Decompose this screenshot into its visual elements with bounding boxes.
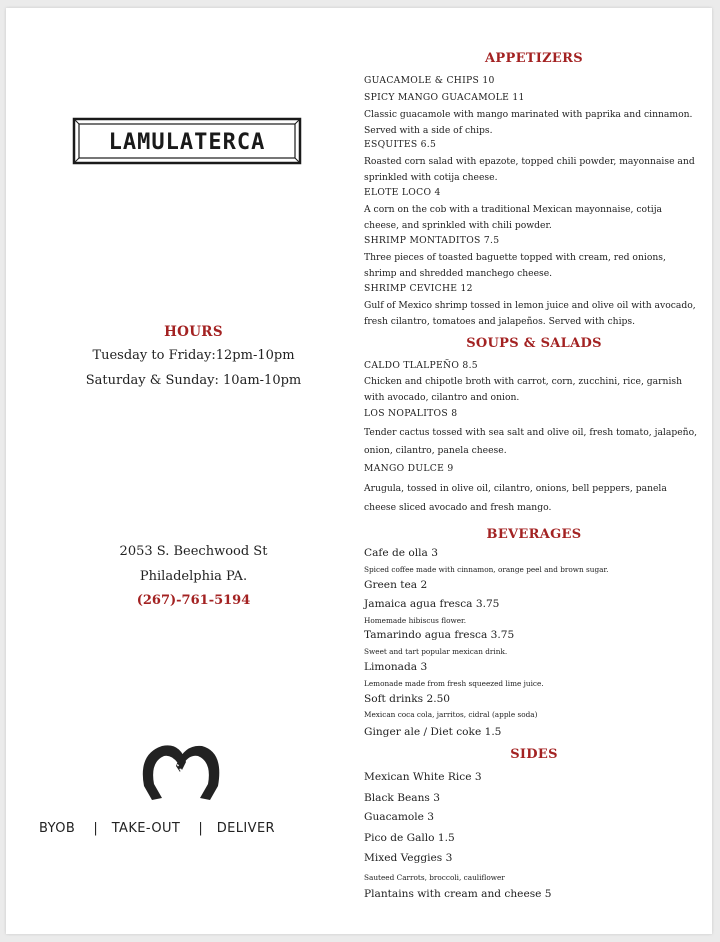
sides-title: SIDES xyxy=(510,747,558,762)
service-byob: BYOB xyxy=(39,821,76,836)
menu-item-desc: Three pieces of toasted baguette topped with cream, red onions, shrimp and shredded manchego cheese. xyxy=(364,252,666,279)
menu-item-name: ESQUITES 6.5 xyxy=(364,139,437,150)
hours-weekday: Tuesday to Friday:12pm-10pm xyxy=(92,348,295,363)
menu-item-name: SPICY MANGO GUACAMOLE 11 xyxy=(364,92,525,103)
restaurant-logo xyxy=(72,116,302,166)
beverage-name: Ginger ale / Diet coke 1.5 xyxy=(364,726,502,738)
hours-title: HOURS xyxy=(164,324,223,340)
menu-item-name: ELOTE LOCO 4 xyxy=(364,187,441,198)
menu-item-desc: Tender cactus tossed with sea salt and olive oil, fresh tomato, jalapeño, onion, cilantro, panela cheese. xyxy=(364,427,698,456)
beverage-desc: Mexican coca cola, jarritos, cidral (apple soda) xyxy=(364,710,538,719)
address-street: 2053 S. Beechwood St xyxy=(119,544,268,559)
side-name: Mixed Veggies 3 xyxy=(364,852,453,864)
menu-item-desc: Gulf of Mexico shrimp tossed in lemon juice and olive oil with avocado, fresh cilantro, tomatoes and jalapeños. Served with chips. xyxy=(364,300,696,327)
menu-item-desc: A corn on the cob with a traditional Mexican mayonnaise, cotija cheese, and sprinkled with chili powder. xyxy=(364,204,663,231)
beverage-name: Jamaica agua fresca 3.75 xyxy=(364,598,500,610)
beverage-name: Cafe de olla 3 xyxy=(364,547,438,559)
beverage-desc: Spiced coffee made with cinnamon, orange peel and brown sugar. xyxy=(364,565,609,574)
side-name: Mexican White Rice 3 xyxy=(364,771,482,783)
menu-item-desc: Classic guacamole with mango marinated with paprika and cinnamon. Served with a side of chips. xyxy=(364,109,693,136)
address-city: Philadelphia PA. xyxy=(139,569,248,584)
beverage-name: Soft drinks 2.50 xyxy=(364,693,451,705)
menu-item-name: MANGO DULCE 9 xyxy=(364,463,454,474)
menu-item-name: GUACAMOLE & CHIPS 10 xyxy=(364,75,495,86)
service-takeout: TAKE-OUT xyxy=(111,821,181,836)
menu-item-name: SHRIMP MONTADITOS 7.5 xyxy=(364,235,500,246)
menu-item-name: LOS NOPALITOS 8 xyxy=(364,408,458,419)
menu-item-desc: Arugula, tossed in olive oil, cilantro, onions, bell peppers, panela cheese sliced avocado and fresh mango. xyxy=(364,483,667,513)
beverage-desc: Lemonade made from fresh squeezed lime juice. xyxy=(364,679,544,688)
side-desc: Sauteed Carrots, broccoli, cauliflower xyxy=(364,873,505,882)
left-column xyxy=(6,8,361,934)
side-name: Plantains with cream and cheese 5 xyxy=(364,888,552,900)
soups-title: SOUPS & SALADS xyxy=(466,336,602,351)
logo-text: LAMULATERCA xyxy=(108,130,266,155)
beverages-title: BEVERAGES xyxy=(486,527,582,542)
beverage-name: Limonada 3 xyxy=(364,661,428,673)
side-name: Black Beans 3 xyxy=(364,792,440,804)
service-deliver: DELIVER xyxy=(216,821,275,836)
beverage-desc: Homemade hibiscus flower. xyxy=(364,616,467,625)
beverage-name: Tamarindo agua fresca 3.75 xyxy=(364,629,515,641)
menu-item-name: SHRIMP CEVICHE 12 xyxy=(364,283,473,294)
menu-item-desc: Roasted corn salad with epazote, topped chili powder, mayonnaise and sprinkled with cotija cheese. xyxy=(364,156,695,183)
phone-number[interactable]: (267)-761-5194 xyxy=(136,593,251,608)
menu-item-desc: Chicken and chipotle broth with carrot, corn, zucchini, rice, garnish with avocado, cilantro and onion. xyxy=(364,376,683,403)
horseshoe-icon xyxy=(134,736,228,806)
side-name: Guacamole 3 xyxy=(364,811,435,823)
side-name: Pico de Gallo 1.5 xyxy=(364,832,455,844)
appetizers-title: APPETIZERS xyxy=(485,51,583,66)
beverage-name: Green tea 2 xyxy=(364,579,428,591)
beverage-desc: Sweet and tart popular mexican drink. xyxy=(364,647,508,656)
menu-item-name: CALDO TLALPEÑO 8.5 xyxy=(364,360,478,371)
hours-weekend: Saturday & Sunday: 10am-10pm xyxy=(85,373,302,388)
menu-page xyxy=(6,8,712,934)
services-row: BYOB | TAKE-OUT | DELIVER xyxy=(39,821,275,836)
